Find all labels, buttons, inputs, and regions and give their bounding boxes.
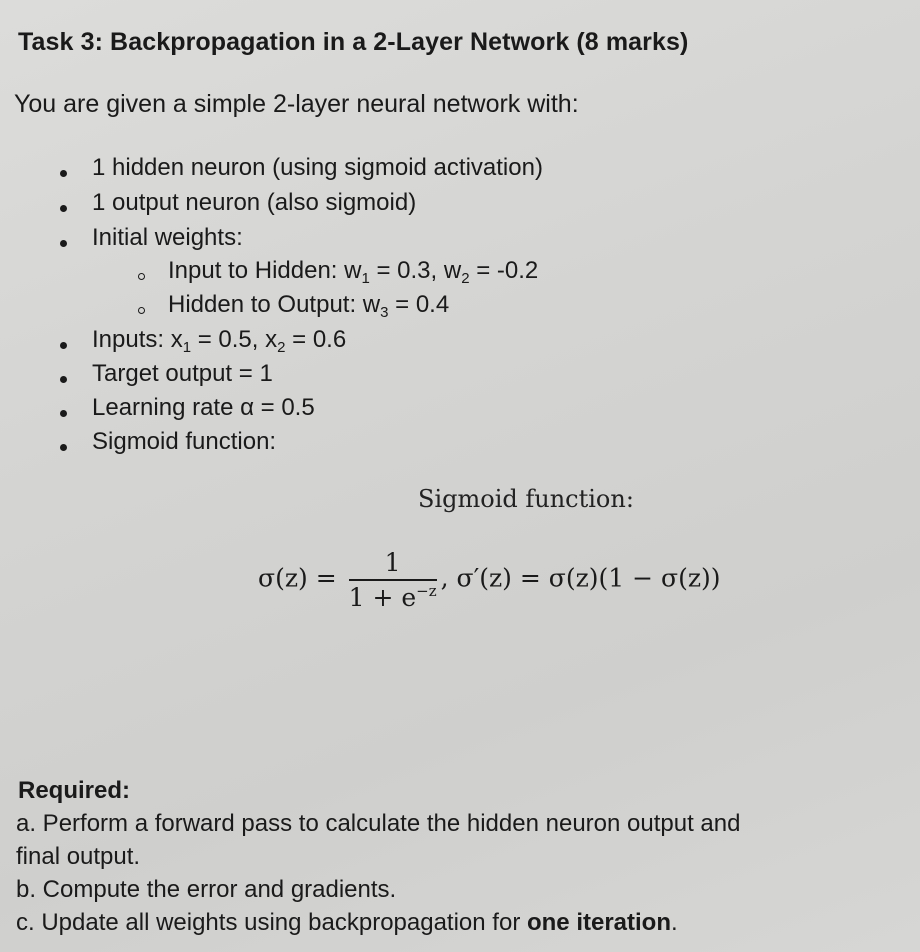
sigmoid-formula [258,548,721,612]
list-item-hidden-neuron: 1 hidden neuron (using sigmoid activation) [92,154,543,181]
bullet-dot [60,444,67,451]
formula-lhs: σ(z) = [258,563,345,593]
intro-text: You are given a simple 2-layer neural network with: [14,90,579,118]
list-item-output-neuron: 1 output neuron (also sigmoid) [92,189,417,216]
list-item-input-to-hidden: Input to Hidden: $w_1 = 0.3$, $w_2 = -0.2$ [168,257,539,287]
list-item-initial-weights: Initial weights: [92,224,243,251]
bullet-dot [60,410,67,417]
required-item-b: b. Compute the error and gradients. [16,876,397,903]
bullet-dot [60,205,67,212]
list-item-learning-rate: Learning rate α = 0.5 [92,394,315,421]
required-item-a-line1: a. Perform a forward pass to calculate the hidden neuron output and [16,810,741,837]
task-title: Task 3: Backpropagation in a 2-Layer Network (8 marks) [18,28,689,56]
required-item-c: c. Update all weights using backpropagation for one iteration. [16,909,678,936]
required-heading: Required: [18,777,131,804]
list-item-sigmoid: Sigmoid function: [92,428,277,455]
sigmoid-heading: Sigmoid function: [418,485,634,513]
bullet-dot [60,342,67,349]
sub-bullet-circle [138,307,145,314]
list-item-inputs: Inputs: $x_1 = 0.5$, $x_2 = 0.6$ [92,326,347,356]
required-item-a-line2: final output. [16,843,141,870]
formula-numerator: 1 [349,548,437,581]
bullet-dot [60,240,67,247]
list-item-target-output: Target output = 1 [92,360,273,387]
bullet-dot [60,376,67,383]
list-item-hidden-to-output: Hidden to Output: $w_3 = 0.4$ [168,291,450,321]
formula-derivative: , σ′(z) = σ(z)(1 − σ(z)) [440,563,721,593]
bullet-dot [60,170,67,177]
formula-denominator: $1 + e^{-z}$ [348,582,437,612]
sub-bullet-circle [138,273,145,280]
formula-fraction [349,548,437,612]
